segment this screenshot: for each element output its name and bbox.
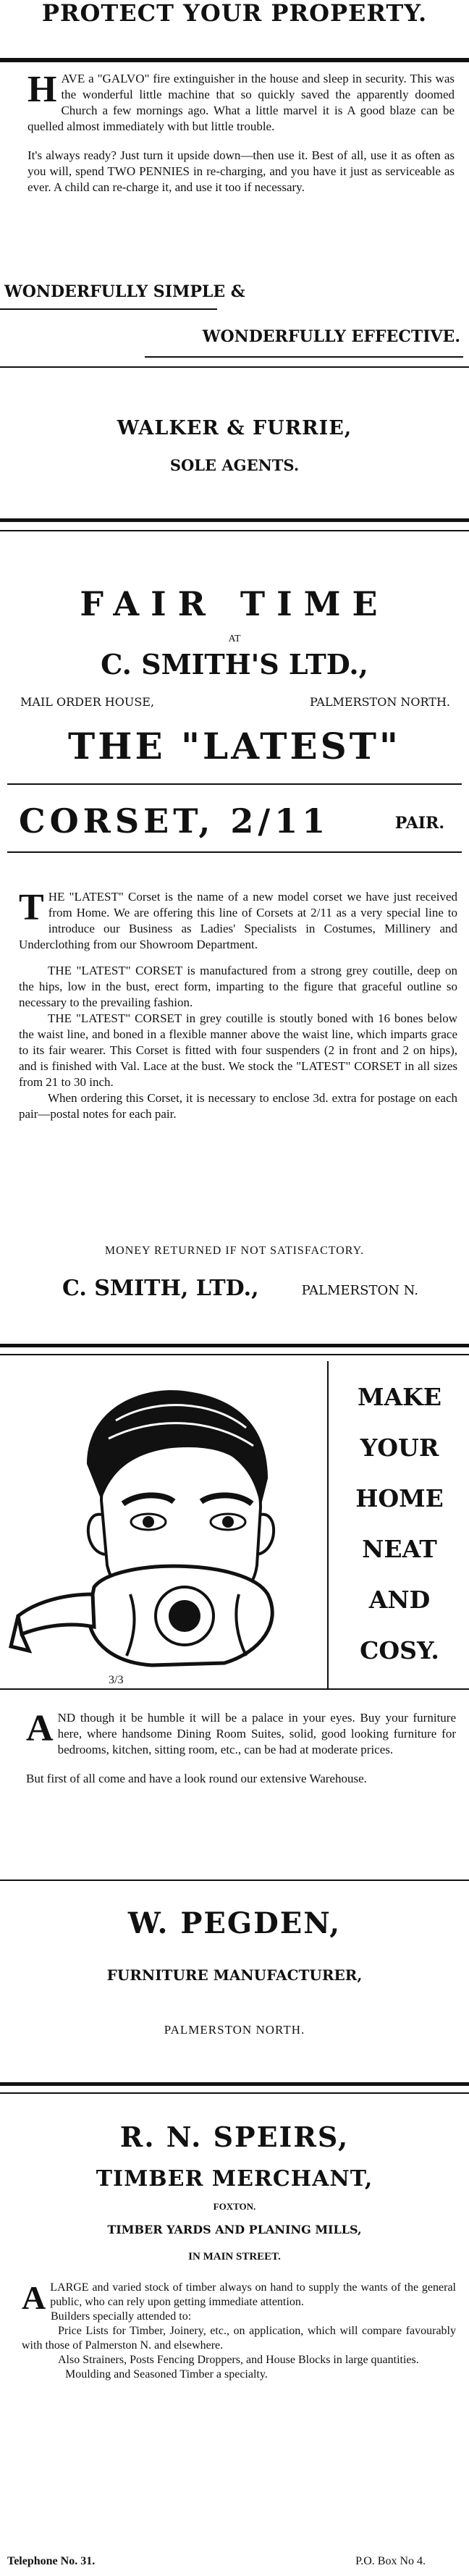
pegden-slogan-make: MAKE bbox=[358, 1383, 441, 1411]
galvo-slogan-rule-2 bbox=[145, 356, 463, 358]
pegden-rule-1 bbox=[0, 1688, 469, 1690]
speirs-also: Also Strainers, Posts Fencing Droppers, and House Blocks in large quantities. bbox=[58, 2354, 419, 2366]
smith-para-1: T HE "LATEST" Corset is the name of a new model corset we have just received from Home. We are offering this line of Corsets at 2/11 as a very special line to introduce our Business as Ladies' Specialists in Costumes, Millinery and Underclothing from our Showroom Department. bbox=[19, 887, 457, 951]
smith-para-2: THE "LATEST" CORSET is manufactured from a strong grey coutille, deep on the hips, low in the bust, erect form, imparting to the figure that graceful outline so necessary to the prevailing fashion. bbox=[19, 964, 457, 1009]
pegden-trade: FURNITURE MANUFACTURER, bbox=[106, 1966, 363, 1984]
pegden-bottom-rule bbox=[0, 2082, 469, 2086]
smith-signature-name: C. SMITH, LTD., bbox=[62, 1276, 259, 1301]
smith-pair-label: PAIR. bbox=[394, 814, 444, 833]
speirs-body bbox=[0, 2281, 469, 2382]
speirs-trade: TIMBER MERCHANT, bbox=[96, 2166, 373, 2192]
pegden-town: PALMERSTON NORTH. bbox=[164, 2023, 305, 2037]
galvo-body bbox=[0, 71, 469, 195]
galvo-slogan-rule-1 bbox=[0, 308, 217, 310]
pegden-slogan-column bbox=[334, 1384, 465, 1688]
galvo-top-rule bbox=[0, 58, 469, 62]
smith-address-left: MAIL ORDER HOUSE, bbox=[20, 695, 155, 709]
smith-dropcap: T bbox=[19, 887, 44, 928]
pegden-illustration-mark: 3/3 bbox=[109, 1674, 124, 1686]
pegden-slogan-and: AND bbox=[368, 1586, 431, 1614]
speirs-para-1: A LARGE and varied stock of timber always on hand to supply the wants of the general public, who can rely upon getting immediate attention. bbox=[22, 2279, 456, 2316]
speirs-yards: TIMBER YARDS AND PLANING MILLS, bbox=[107, 2223, 362, 2236]
speirs-telephone: Telephone No. 31. bbox=[7, 2555, 96, 2567]
smith-signature-town: PALMERSTON N. bbox=[301, 1283, 418, 1298]
smith-bottom-rule bbox=[0, 1344, 469, 1347]
smith-para-3: THE "LATEST" CORSET in grey coutille is stoutly boned with 16 bones below the waist line, and boned in a flexible manner above the waist line, which imparts grace to its fair wearer. This Corset is fitted with four suspenders (2 in front and 2 on hips), and is finished with Val. Lace at the bust. We stock the "LATEST" CORSET in all sizes from 21 to 30 inch. bbox=[19, 1011, 457, 1089]
galvo-agents-name: WALKER & FURRIE, bbox=[117, 417, 352, 439]
smith-firm-name: C. SMITH'S LTD., bbox=[101, 648, 368, 681]
galvo-bottom-rule-2 bbox=[0, 530, 469, 531]
speirs-po-box: P.O. Box No 4. bbox=[355, 2555, 426, 2567]
pegden-illustration bbox=[7, 1377, 318, 1681]
speirs-price-lists: Price Lists for Timber, Joinery, etc., on application, which will compare favourably with those of Palmerston N. and elsewhere. bbox=[22, 2325, 456, 2352]
smith-rule-1 bbox=[7, 783, 462, 785]
pegden-name: W. PEGDEN, bbox=[127, 1906, 342, 1940]
pegden-rule-2 bbox=[0, 1880, 469, 1881]
galvo-heading: PROTECT YOUR PROPERTY. bbox=[41, 0, 428, 27]
smith-body bbox=[0, 889, 469, 1122]
pegden-slogan-your: YOUR bbox=[360, 1434, 439, 1462]
smith-latest-heading: THE "LATEST" bbox=[68, 725, 401, 767]
galvo-agents-role: SOLE AGENTS. bbox=[169, 456, 300, 474]
galvo-slogan-2: WONDERFULLY EFFECTIVE. bbox=[202, 327, 460, 346]
smith-corset-price: CORSET, 2/11 bbox=[19, 801, 330, 841]
galvo-rule-below-slogan bbox=[0, 366, 469, 368]
speirs-moulding: Moulding and Seasoned Timber a specialty. bbox=[65, 2368, 268, 2381]
speirs-name: R. N. SPEIRS, bbox=[119, 2121, 350, 2153]
smith-at: AT bbox=[228, 634, 241, 644]
smith-rule-2 bbox=[7, 851, 462, 853]
speirs-builders: Builders specially attended to: bbox=[51, 2310, 192, 2323]
pegden-dropcap: A bbox=[26, 1708, 54, 1749]
pegden-slogan-cosy: COSY. bbox=[360, 1636, 439, 1664]
pegden-vertical-rule bbox=[327, 1361, 329, 1688]
speirs-street: IN MAIN STREET. bbox=[188, 2251, 281, 2263]
smith-para-4: When ordering this Corset, it is necessary to enclose 3d. extra for postage on each pair—postal notes for each pair. bbox=[19, 1091, 457, 1121]
pegden-body bbox=[0, 1710, 469, 1787]
pegden-slogan-neat: NEAT bbox=[362, 1535, 437, 1563]
pegden-para-1: A ND though it be humble it will be a palace in your eyes. Buy your furniture here, where handsome Dining Room Suites, solid, good looking furniture for bedrooms, kitchen, sitting room, etc., can be had at moderate prices. bbox=[26, 1708, 456, 1756]
pegden-slogan-home: HOME bbox=[355, 1484, 444, 1512]
galvo-dropcap: H bbox=[28, 69, 57, 110]
pegden-para-2: But first of all come and have a look round our extensive Warehouse. bbox=[26, 1772, 367, 1785]
pegden-bottom-rule-2 bbox=[0, 2092, 469, 2094]
galvo-bottom-rule bbox=[0, 518, 469, 522]
smith-address-right: PALMERSTON NORTH. bbox=[309, 695, 450, 709]
smith-money-back: MONEY RETURNED IF NOT SATISFACTORY. bbox=[104, 1245, 365, 1257]
speirs-dropcap: A bbox=[22, 2279, 46, 2316]
pointing-man-illustration bbox=[7, 1377, 318, 1681]
galvo-para-1: H AVE a "GALVO" fire extinguisher in the house and sleep in security. This was the wonderful little machine that so quickly saved the apparently doomed Church a few mornings ago. What a little marvel it is A good blaze can be quelled almost immediately with but little trouble. bbox=[28, 69, 455, 133]
galvo-slogan bbox=[0, 282, 469, 346]
smith-bottom-rule-2 bbox=[0, 1354, 469, 1355]
galvo-slogan-1: WONDERFULLY SIMPLE & bbox=[4, 282, 245, 301]
smith-fair-time: FAIR TIME bbox=[80, 584, 389, 623]
speirs-town: FOXTON. bbox=[213, 2201, 256, 2212]
galvo-para-2: It's always ready? Just turn it upside down—then use it. Best of all, use it as often as you will, spend TWO PENNIES in re-charging, and you have it just as serviceable as ever. A child can re-charge it, and use it too if necessary. bbox=[28, 148, 455, 194]
